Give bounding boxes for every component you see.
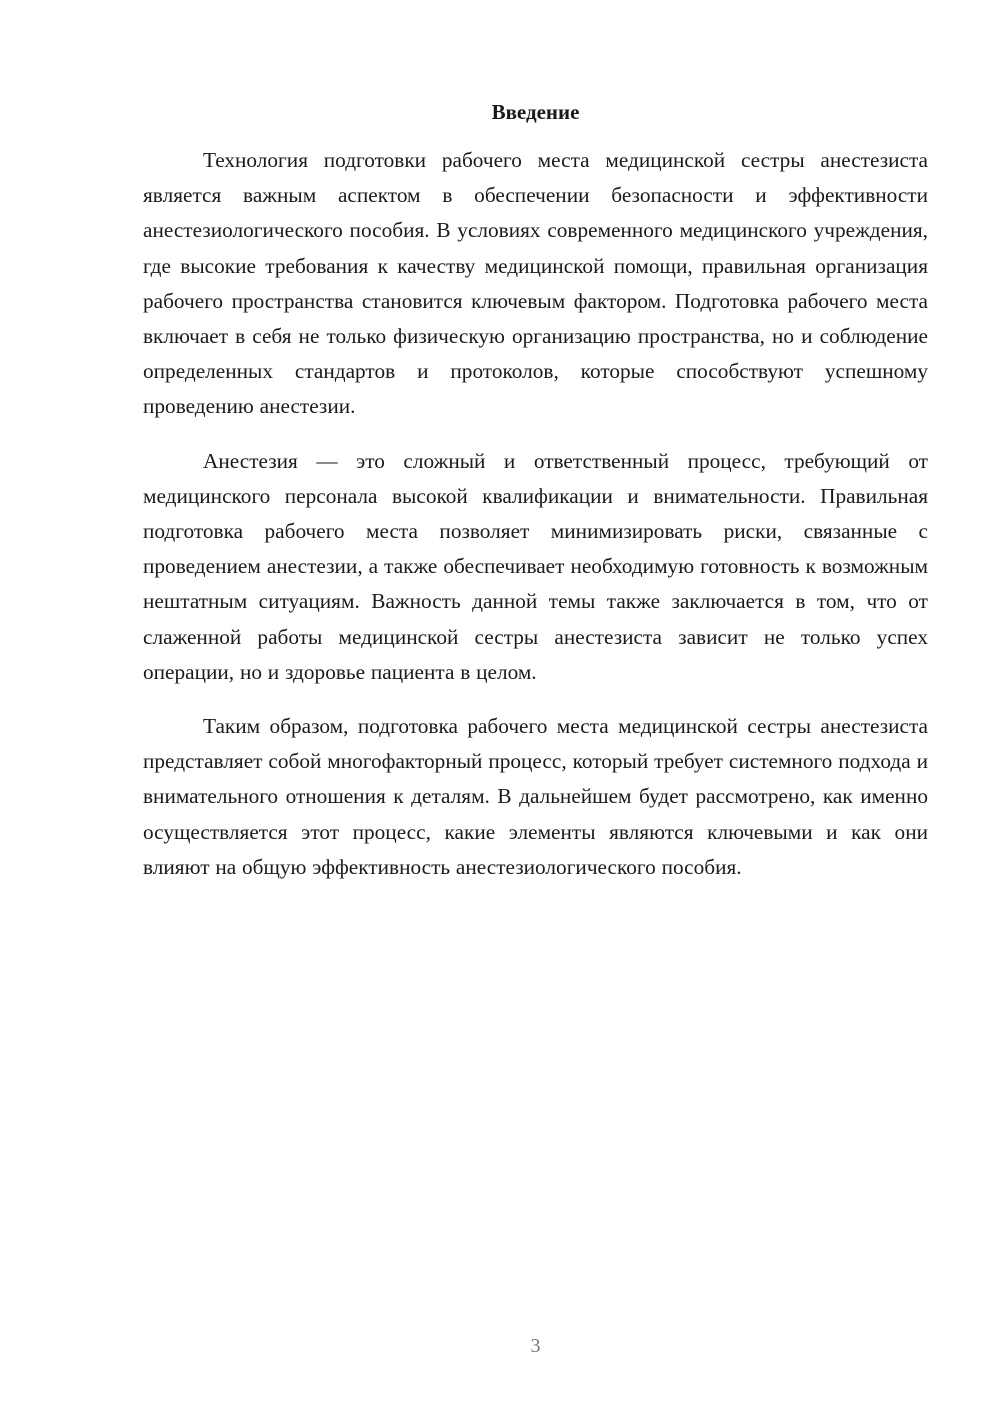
paragraph-1: Технология подготовки рабочего места медицинской сестры анестезиста является важным аспектом в обеспечении безопасности и эффективности анестезиологического пособия. В условиях современного медицинского учреждения, где высокие требования к качеству медицинской помощи, правильная организация рабочего пространства становится ключевым фактором. Подготовка рабочего места включает в себя не только физическую организацию пространства, но и соблюдение определенных стандартов и протоколов, которые способствуют успешному проведению анестезии. xyxy=(143,148,928,419)
page-number: 3 xyxy=(530,1335,541,1357)
body-text xyxy=(143,143,928,885)
paragraph-3: Таким образом, подготовка рабочего места медицинской сестры анестезиста представляет собой многофакторный процесс, который требует системного подхода и внимательного отношения к деталям. В дальнейшем будет рассмотрено, как именно осуществляется этот процесс, какие элементы являются ключевыми и как они влияют на общую эффективность анестезиологического пособия. xyxy=(143,714,928,879)
section-heading: Введение xyxy=(491,100,580,124)
paragraph-2: Анестезия — это сложный и ответственный процесс, требующий от медицинского персонала высокой квалификации и внимательности. Правильная подготовка рабочего места позволяет минимизировать риски, связанные с проведением анестезии, а также обеспечивает необходимую готовность к возможным нештатным ситуациям. Важность данной темы также заключается в том, что от слаженной работы медицинской сестры анестезиста зависит не только успех операции, но и здоровье пациента в целом. xyxy=(143,448,928,684)
